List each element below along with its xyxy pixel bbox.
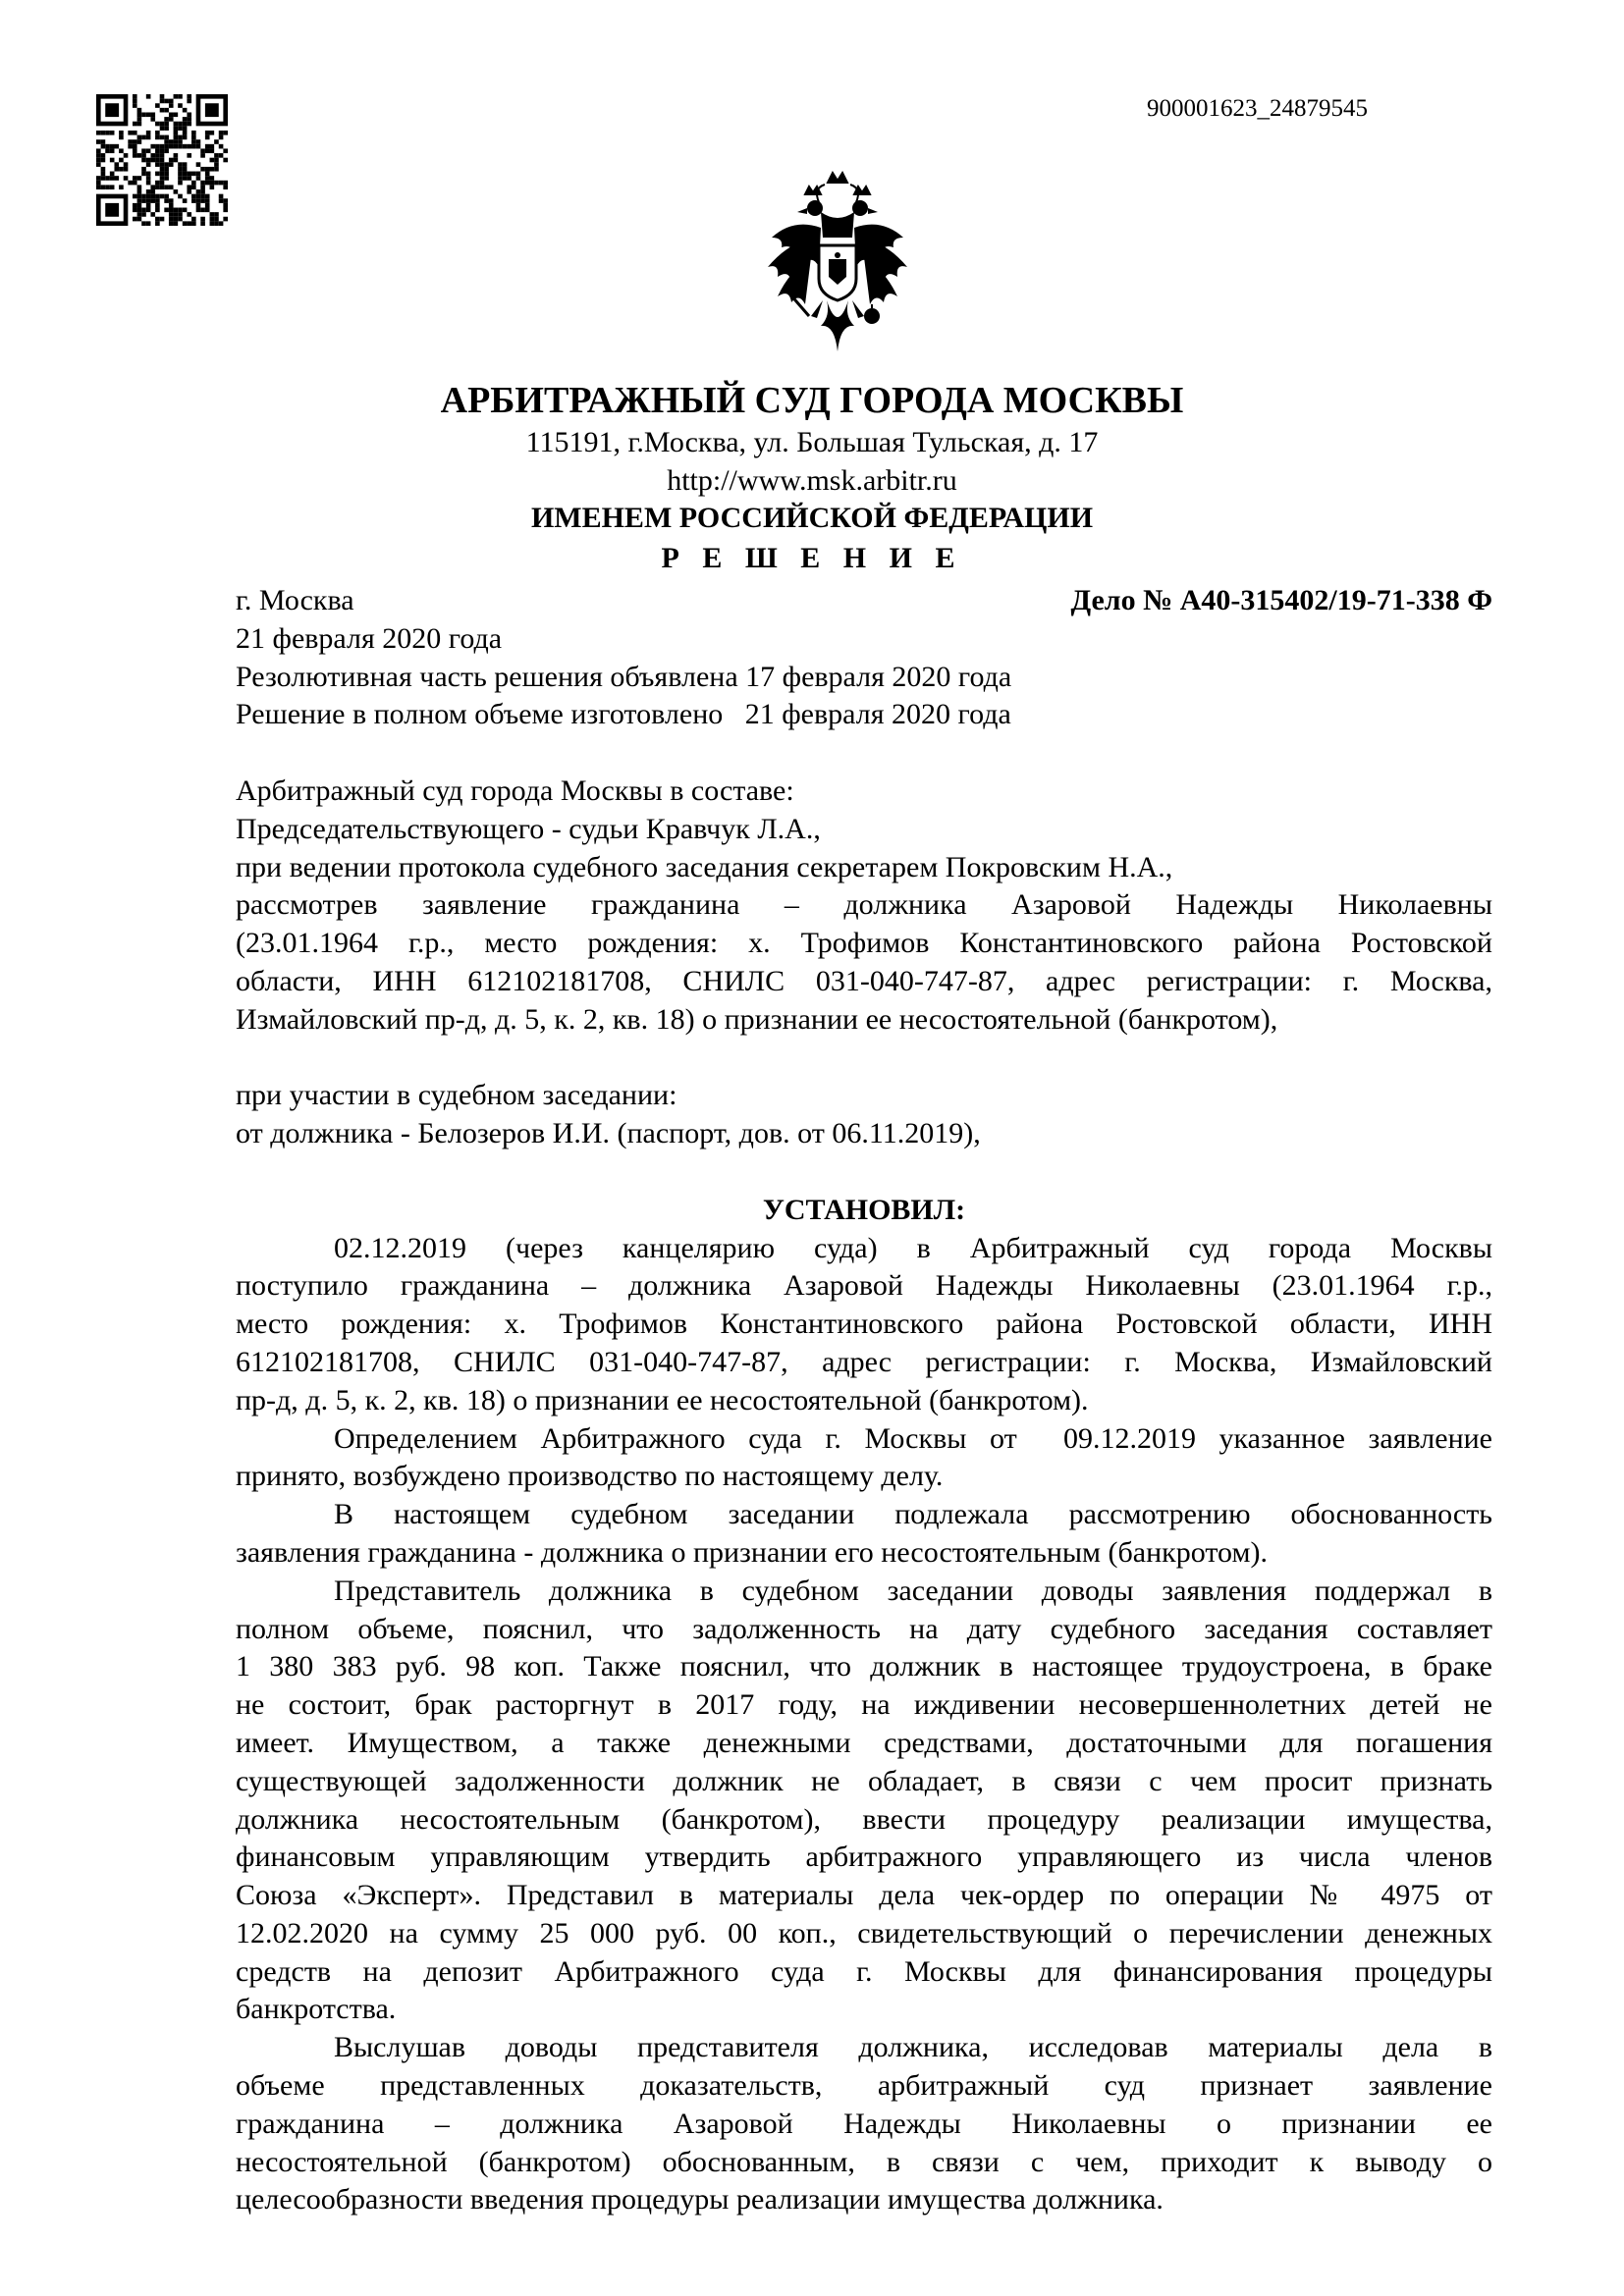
decision-date: 21 февраля 2020 года	[236, 621, 503, 655]
participation-line: при участии в судебном заседании:	[236, 1079, 677, 1112]
full-text-date: Решение в полном объеме изготовлено 21 февраля 2020 года	[236, 698, 1011, 731]
composition-line: Председательствующего - судьи Кравчук Л.А.,	[236, 812, 821, 845]
paragraph-line: имеет. Имуществом, а также денежными средствами, достаточными для погашения	[236, 1726, 1492, 1759]
paragraph-line: В настоящем судебном заседании подлежала рассмотрению обоснованность	[334, 1498, 1492, 1531]
composition-line: Измайловский пр-д, д. 5, к. 2, кв. 18) о признании ее несостоятельной (банкротом),	[236, 1002, 1278, 1036]
paragraph-line: существующей задолженности должник не обладает, в связи с чем просит признать	[236, 1764, 1492, 1797]
paragraph-line: гражданина – должника Азаровой Надежды Николаевны о признании ее	[236, 2107, 1492, 2140]
operative-part-date: Резолютивная часть решения объявлена 17 февраля 2020 года	[236, 660, 1012, 693]
paragraph-line: Определением Арбитражного суда г. Москвы от 09.12.2019 указанное заявление	[334, 1421, 1492, 1455]
paragraph-line: Представитель должника в судебном заседании доводы заявления поддержал в	[334, 1574, 1492, 1607]
paragraph-line: банкротства.	[236, 1993, 397, 2026]
paragraph-line: несостоятельной (банкротом) обоснованным, в связи с чем, приходит к выводу о	[236, 2145, 1492, 2178]
composition-line: (23.01.1964 г.р., место рождения: х. Трофимов Константиновского района Ростовской	[236, 927, 1492, 960]
paragraph-line: должника несостоятельным (банкротом), ввести процедуру реализации имущества,	[236, 1802, 1492, 1836]
paragraph-line: объеме представленных доказательств, арбитражный суд признает заявление	[236, 2069, 1492, 2103]
paragraph-line: полном объеме, пояснил, что задолженность на дату судебного заседания составляет	[236, 1612, 1492, 1645]
court-address: 115191, г.Москва, ул. Большая Тульская, д. 17	[525, 426, 1099, 458]
paragraph-line: принято, возбуждено производство по настоящему делу.	[236, 1460, 944, 1493]
paragraph-line: пр-д, д. 5, к. 2, кв. 18) о признании ее несостоятельной (банкротом).	[236, 1383, 1089, 1416]
participation-line: от должника - Белозеров И.И. (паспорт, дов. от 06.11.2019),	[236, 1117, 981, 1150]
city: г. Москва	[236, 584, 354, 616]
paragraph-line: 12.02.2020 на сумму 25 000 руб. 00 коп., свидетельствующий о перечислении денежных	[236, 1916, 1492, 1949]
paragraph-line: Выслушав доводы представителя должника, исследовав материалы дела в	[334, 2031, 1492, 2064]
established-heading: УСТАНОВИЛ:	[762, 1193, 966, 1226]
case-number: Дело № А40-315402/19-71-338 Ф	[1070, 584, 1492, 616]
paragraph-line: 612102181708, СНИЛС 031-040-747-87, адрес регистрации: г. Москва, Измайловский	[236, 1345, 1492, 1378]
decision-title: Р Е Ш Е Н И Е	[661, 542, 963, 574]
composition-line: Арбитражный суд города Москвы в составе:	[236, 774, 794, 807]
paragraph-line: финансовым управляющим утвердить арбитражного управляющего из числа членов	[236, 1841, 1492, 1874]
in-the-name-heading: ИМЕНЕМ РОССИЙСКОЙ ФЕДЕРАЦИИ	[530, 502, 1094, 534]
paragraph-line: Союза «Эксперт». Представил в материалы дела чек-ордер по операции № 4975 от	[236, 1879, 1492, 1912]
spacer	[236, 1040, 1492, 1078]
paragraph-line: средств на депозит Арбитражного суда г. Москвы для финансирования процедуры	[236, 1954, 1492, 1988]
composition-line: при ведении протокола судебного заседания секретарем Покровским Н.А.,	[236, 850, 1173, 883]
paragraph-line: 1 380 383 руб. 98 коп. Также пояснил, что должник в настоящее трудоустроена, в браке	[236, 1650, 1492, 1683]
composition-line: рассмотрев заявление гражданина – должника Азаровой Надежды Николаевны	[236, 888, 1492, 922]
paragraph-line: не состоит, брак расторгнут в 2017 году, на иждивении несовершеннолетних детей не	[236, 1688, 1492, 1722]
spacer	[236, 1153, 1492, 1192]
spacer	[236, 734, 1492, 773]
qr-code-icon	[96, 94, 228, 226]
composition-line: области, ИНН 612102181708, СНИЛС 031-040-747-87, адрес регистрации: г. Москва,	[236, 964, 1492, 997]
paragraph-line: заявления гражданина - должника о признании его несостоятельным (банкротом).	[236, 1535, 1268, 1569]
city-case-row	[236, 582, 1492, 620]
document-body	[236, 582, 1492, 2219]
paragraph-line: 02.12.2019 (через канцелярию суда) в Арбитражный суд города Москвы	[334, 1231, 1492, 1264]
coat-of-arms-icon	[754, 169, 921, 365]
document-id: 900001623_24879545	[1147, 95, 1368, 122]
court-website: http://www.msk.arbitr.ru	[667, 464, 957, 497]
court-name: АРБИТРАЖНЫЙ СУД ГОРОДА МОСКВЫ	[440, 380, 1184, 421]
paragraph-line: поступило гражданина – должника Азаровой Надежды Николаевны (23.01.1964 г.р.,	[236, 1269, 1492, 1303]
paragraph-line: целесообразности введения процедуры реализации имущества должника.	[236, 2183, 1164, 2216]
paragraph-line: место рождения: х. Трофимов Константиновского района Ростовской области, ИНН	[236, 1308, 1492, 1341]
